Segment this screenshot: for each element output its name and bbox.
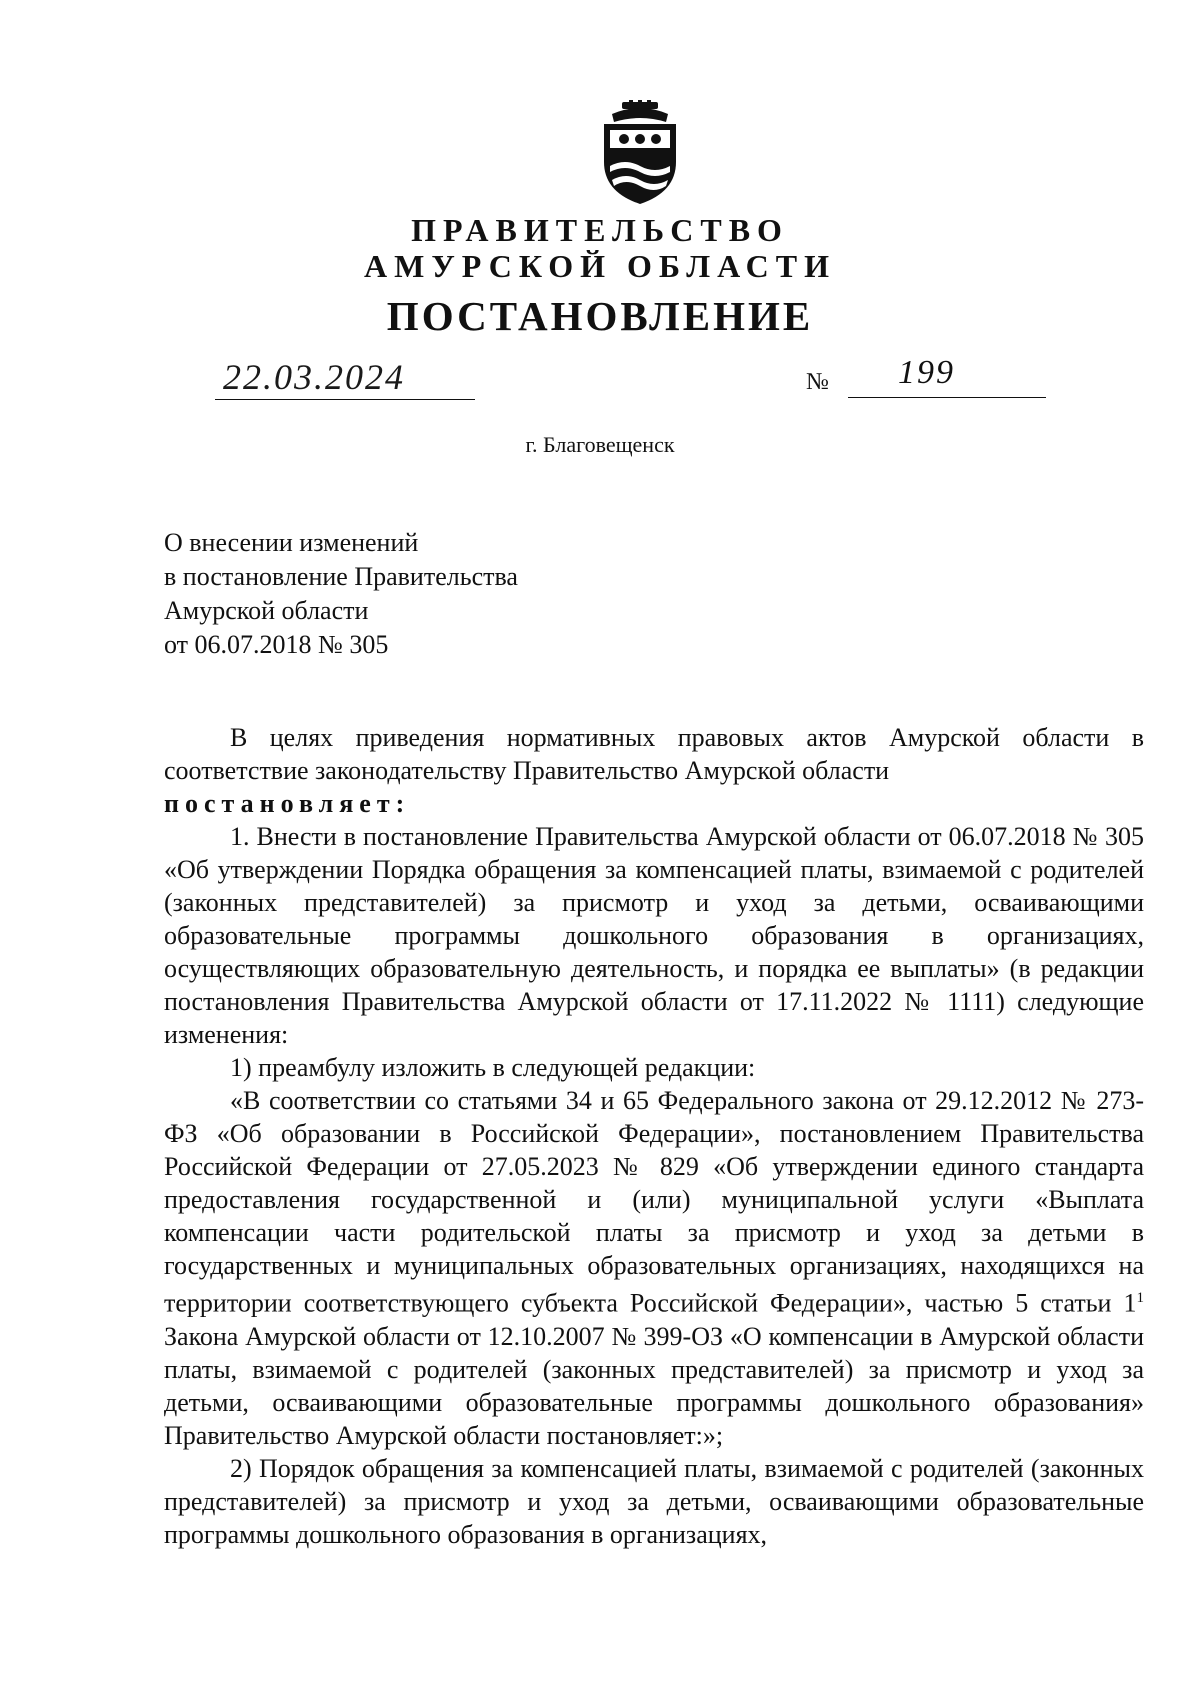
document-type-title: ПОСТАНОВЛЕНИЕ [386, 293, 814, 339]
number-sign: № [806, 369, 829, 395]
handwritten-date: 22.03.2024 [215, 356, 475, 400]
document-subject [164, 526, 518, 662]
amur-region-coat-of-arms-icon [598, 100, 682, 205]
quote-text-part2: Закона Амурской области от 12.10.2007 № 399-ОЗ «О компенсации в Амурской области платы, взимаемой с родителей (законных представителей) за присмотр и уход за детьми, осваивающими образовательные программы дошкольного образования» Правительство Амурской области постановляет:»; [164, 1321, 1144, 1450]
intro-paragraph: В целях приведения нормативных правовых актов Амурской области в соответствие законодательству Правительство Амурской области [164, 723, 1144, 785]
preamble-quote-paragraph [164, 1084, 1144, 1452]
city-name: г. Благовещенск [525, 432, 675, 457]
quote-text-part1: «В соответствии со статьями 34 и 65 Федерального закона от 29.12.2012 № 273-ФЗ «Об образовании в Российской Федерации», постановлением Правительства Российской Федерации от 27.05.2023 № 829 «Об утверждении единого стандарта предоставления государственной и (или) муниципальной услуги «Выплата компенсации части родительской платы за присмотр и уход за детьми в государственных и муниципальных образовательных организациях, находящихся на территории соответствующего субъекта Российской Федерации», частью 5 статьи 1 [164, 1086, 1144, 1318]
handwritten-number: 199 [848, 352, 1046, 398]
document-body [164, 721, 1144, 1551]
subject-line: в постановление Правительства [164, 562, 518, 591]
subject-line: О внесении изменений [164, 528, 419, 557]
government-name-line2: АМУРСКОЙ ОБЛАСТИ [364, 248, 836, 284]
subject-line: от 06.07.2018 № 305 [164, 630, 389, 659]
subitem-2-paragraph: 2) Порядок обращения за компенсацией платы, взимаемой с родителей (законных представителей) за присмотр и уход за детьми, осваивающими образовательные программы дошкольного образования в организациях, [164, 1453, 1144, 1549]
item-1-paragraph: 1. Внести в постановление Правительства Амурской области от 06.07.2018 № 305 «Об утверждении Порядка обращения за компенсацией платы, взимаемой с родителей (законных представителей) за присмотр и уход за детьми, осваивающими образовательные программы дошкольного образования в организациях, осуществляющих образовательную деятельность, и порядка ее выплаты» (в редакции постановления Правительства Амурской области от 17.11.2022 № 1111) следующие изменения: [164, 822, 1144, 1049]
subject-line: Амурской области [164, 596, 369, 625]
subitem-1-paragraph: 1) преамбулу изложить в следующей редакции: [230, 1053, 756, 1082]
government-name-line1: ПРАВИТЕЛЬСТВО [411, 212, 789, 248]
decree-word: постановляет: [164, 789, 411, 818]
quote-superscript: 1 [1136, 1290, 1144, 1306]
